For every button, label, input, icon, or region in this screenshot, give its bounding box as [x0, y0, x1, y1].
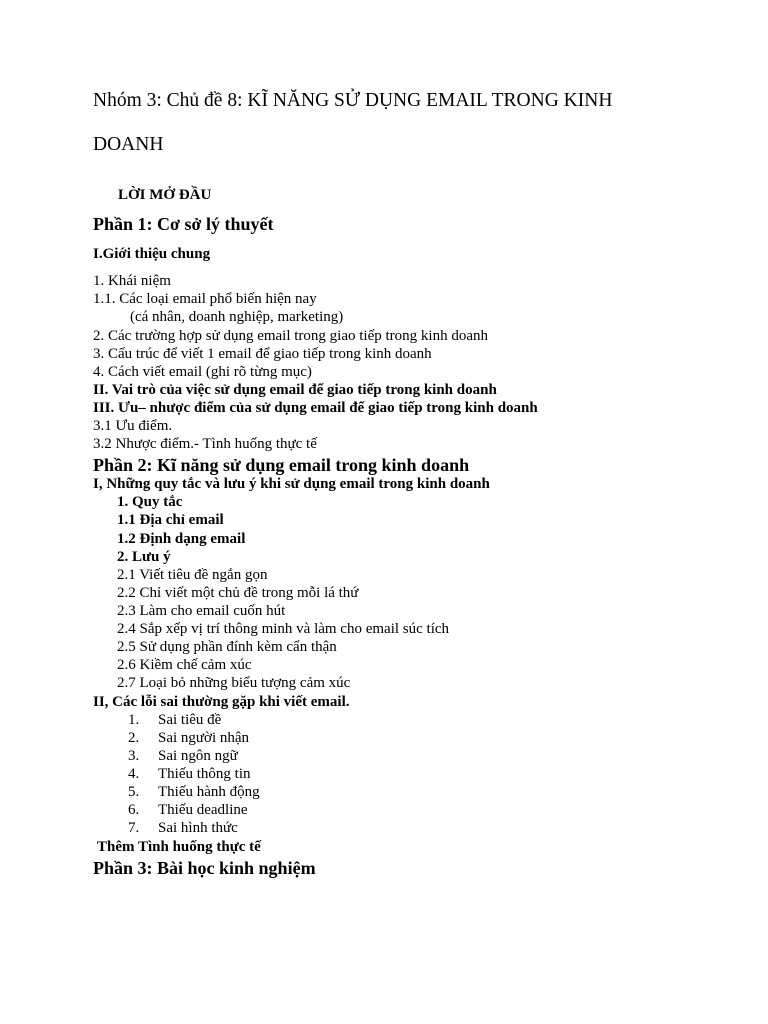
list-text: Thiếu deadline: [158, 802, 248, 818]
list-item: 1. Khái niệm: [93, 273, 171, 289]
list-text: Thiếu thông tin: [158, 766, 251, 782]
list-text: Sai tiêu đề: [158, 712, 222, 728]
list-item: 2.6 Kiềm chế cảm xúc: [117, 657, 252, 673]
list-item: [128, 802, 248, 819]
list-item: [128, 784, 260, 801]
part2-heading: Phần 2: Kĩ năng sử dụng email trong kinh doanh: [93, 455, 470, 475]
part3-heading: Phần 3: Bài học kinh nghiệm: [93, 858, 316, 878]
list-item: (cá nhân, doanh nghiệp, marketing): [130, 309, 344, 325]
list-item: 1. Quy tắc: [117, 494, 183, 510]
list-number: 5.: [128, 784, 140, 800]
list-number: 1.: [128, 712, 140, 728]
list-item: [128, 712, 221, 729]
list-item: 2.1 Viết tiêu đề ngắn gọn: [117, 567, 268, 583]
list-item: 2. Lưu ý: [117, 549, 171, 565]
list-item: [128, 748, 238, 765]
list-number: 7.: [128, 820, 140, 836]
list-item: 1.1 Địa chỉ email: [117, 512, 224, 528]
part2-section2-heading: II, Các lỗi sai thường gặp khi viết email.: [93, 694, 350, 710]
part1-section1-heading: I.Giới thiệu chung: [93, 246, 211, 262]
list-item: 1.1. Các loại email phổ biến hiện nay: [93, 291, 317, 307]
intro-heading: LỜI MỞ ĐẦU: [118, 187, 212, 203]
list-item: 2. Các trường hợp sử dụng email trong giao tiếp trong kinh doanh: [93, 328, 488, 344]
extra-situation-heading: Thêm Tình huống thực tế: [97, 839, 261, 855]
list-text: Thiếu hành động: [158, 784, 260, 800]
list-text: Sai người nhận: [158, 730, 250, 746]
list-item: 4. Cách viết email (ghi rõ từng mục): [93, 364, 312, 380]
list-number: 2.: [128, 730, 140, 746]
document-title-line-1: Nhóm 3: Chủ đề 8: KĨ NĂNG SỬ DỤNG EMAIL TRONG KINH: [93, 90, 613, 111]
part1-section3-heading: III. Ưu– nhược điểm của sử dụng email để giao tiếp trong kinh doanh: [93, 400, 538, 416]
list-number: 3.: [128, 748, 140, 764]
part1-heading: Phần 1: Cơ sở lý thuyết: [93, 214, 274, 234]
document-title-line-2: DOANH: [93, 134, 164, 155]
list-item: 1.2 Định dạng email: [117, 531, 246, 547]
list-item: 3.2 Nhược điểm.- Tình huống thực tế: [93, 436, 317, 452]
list-item: 2.2 Chỉ viết một chủ đề trong mỗi lá thứ: [117, 585, 359, 601]
list-item: 3.1 Ưu điểm.: [93, 418, 173, 434]
part2-section1-heading: I, Những quy tắc và lưu ý khi sử dụng email trong kinh doanh: [93, 476, 490, 492]
list-item: [128, 820, 238, 837]
list-item: [128, 730, 249, 747]
list-item: 2.7 Loại bỏ những biểu tượng cảm xúc: [117, 675, 351, 691]
list-item: [128, 766, 251, 783]
list-item: 2.4 Sắp xếp vị trí thông minh và làm cho email súc tích: [117, 621, 450, 637]
part1-section2-heading: II. Vai trò của việc sử dụng email để giao tiếp trong kinh doanh: [93, 382, 497, 398]
list-item: 2.5 Sử dụng phần đính kèm cẩn thận: [117, 639, 337, 655]
list-item: 3. Cấu trúc để viết 1 email để giao tiếp trong kinh doanh: [93, 346, 432, 362]
list-text: Sai hình thức: [158, 820, 238, 836]
list-text: Sai ngôn ngữ: [158, 748, 238, 764]
list-number: 4.: [128, 766, 140, 782]
list-item: 2.3 Làm cho email cuốn hút: [117, 603, 286, 619]
list-number: 6.: [128, 802, 140, 818]
